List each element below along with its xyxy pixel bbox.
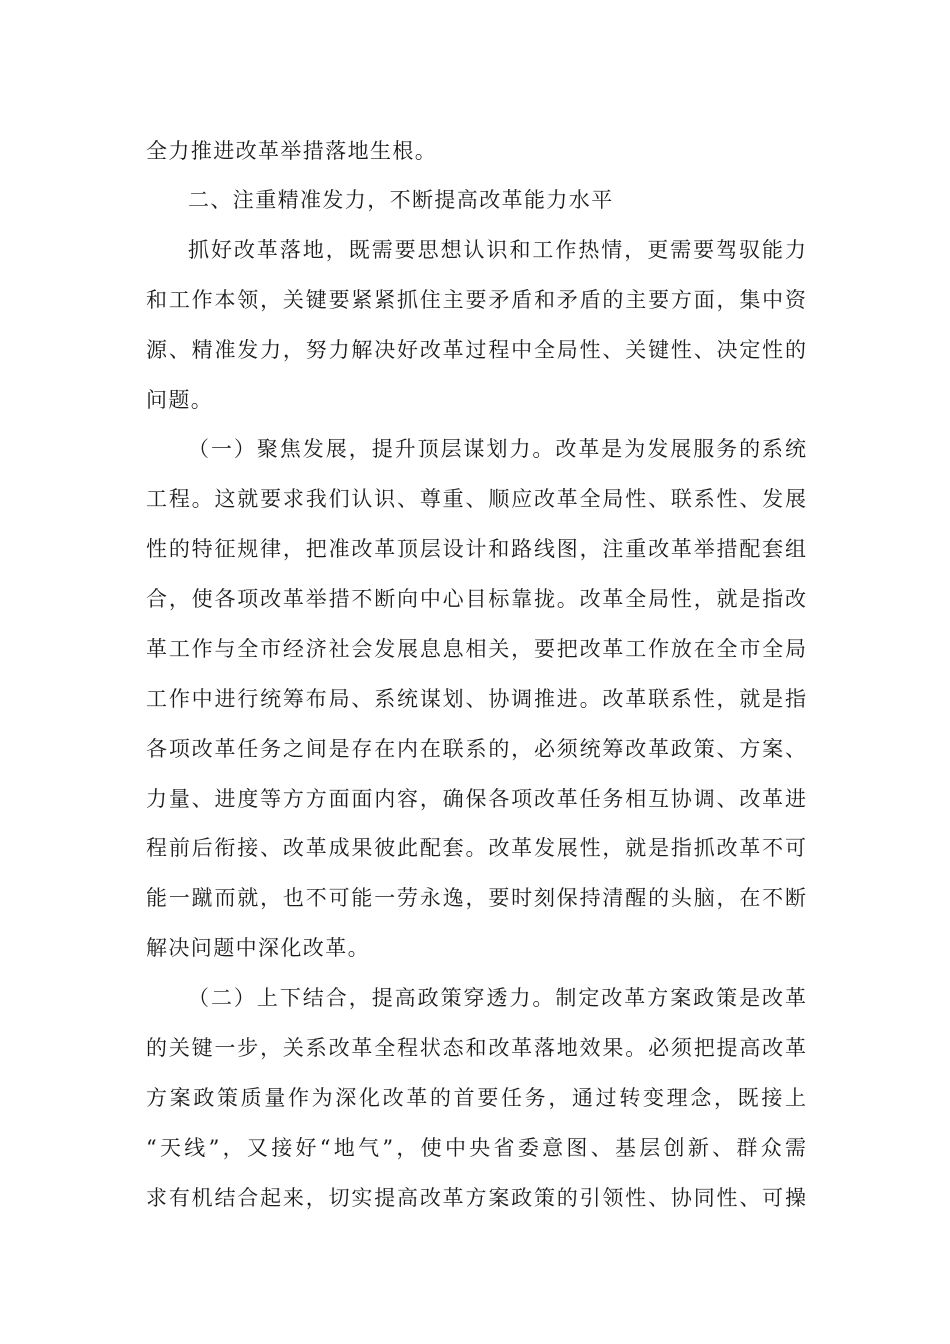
paragraph-line: 解决问题中深化改革。 <box>146 936 370 960</box>
paragraph-line: 工程。这就要求我们认识、尊重、顺应改革全局性、联系性、发展 <box>146 487 806 511</box>
paragraph-line: 全力推进改革举措落地生根。 <box>146 139 438 163</box>
paragraph-line: 求有机结合起来，切实提高改革方案政策的引领性、协同性、可操 <box>146 1186 806 1210</box>
paragraph-line: 和工作本领，关键要紧紧抓住主要矛盾和矛盾的主要方面，集中资 <box>146 288 806 312</box>
paragraph-line: 抓好改革落地，既需要思想认识和工作热情，更需要驾驭能力 <box>188 238 806 262</box>
paragraph-line: 程前后衔接、改革成果彼此配套。改革发展性，就是指抓改革不可 <box>146 836 806 860</box>
paragraph-line: 各项改革任务之间是存在内在联系的，必须统筹改革政策、方案、 <box>146 737 806 761</box>
section-heading: 二、注重精准发力，不断提高改革能力水平 <box>188 188 614 212</box>
paragraph-line: 方案政策质量作为深化改革的首要任务，通过转变理念，既接上 <box>146 1086 806 1110</box>
paragraph-line: 性的特征规律，把准改革顶层设计和路线图，注重改革举措配套组 <box>146 537 806 561</box>
paragraph-line: 源、精准发力，努力解决好改革过程中全局性、关键性、决定性的 <box>146 338 806 362</box>
subsection-heading-line: （二）上下结合，提高政策穿透力。制定改革方案政策是改革 <box>188 986 806 1010</box>
paragraph-line: 革工作与全市经济社会发展息息相关，要把改革工作放在全市全局 <box>146 637 806 661</box>
paragraph-line: 问题。 <box>146 388 214 412</box>
paragraph-line: “天线”，又接好“地气”，使中央省委意图、基层创新、群众需 <box>146 1136 806 1160</box>
paragraph-line: 能一蹴而就，也不可能一劳永逸，要时刻保持清醒的头脑，在不断 <box>146 886 806 910</box>
paragraph-line: 合，使各项改革举措不断向中心目标靠拢。改革全局性，就是指改 <box>146 587 806 611</box>
paragraph-line: 工作中进行统筹布局、系统谋划、协调推进。改革联系性，就是指 <box>146 687 806 711</box>
subsection-heading-line: （一）聚焦发展，提升顶层谋划力。改革是为发展服务的系统 <box>188 437 806 461</box>
paragraph-line: 的关键一步，关系改革全程状态和改革落地效果。必须把提高改革 <box>146 1036 806 1060</box>
paragraph-line: 力量、进度等方方面面内容，确保各项改革任务相互协调、改革进 <box>146 787 806 811</box>
